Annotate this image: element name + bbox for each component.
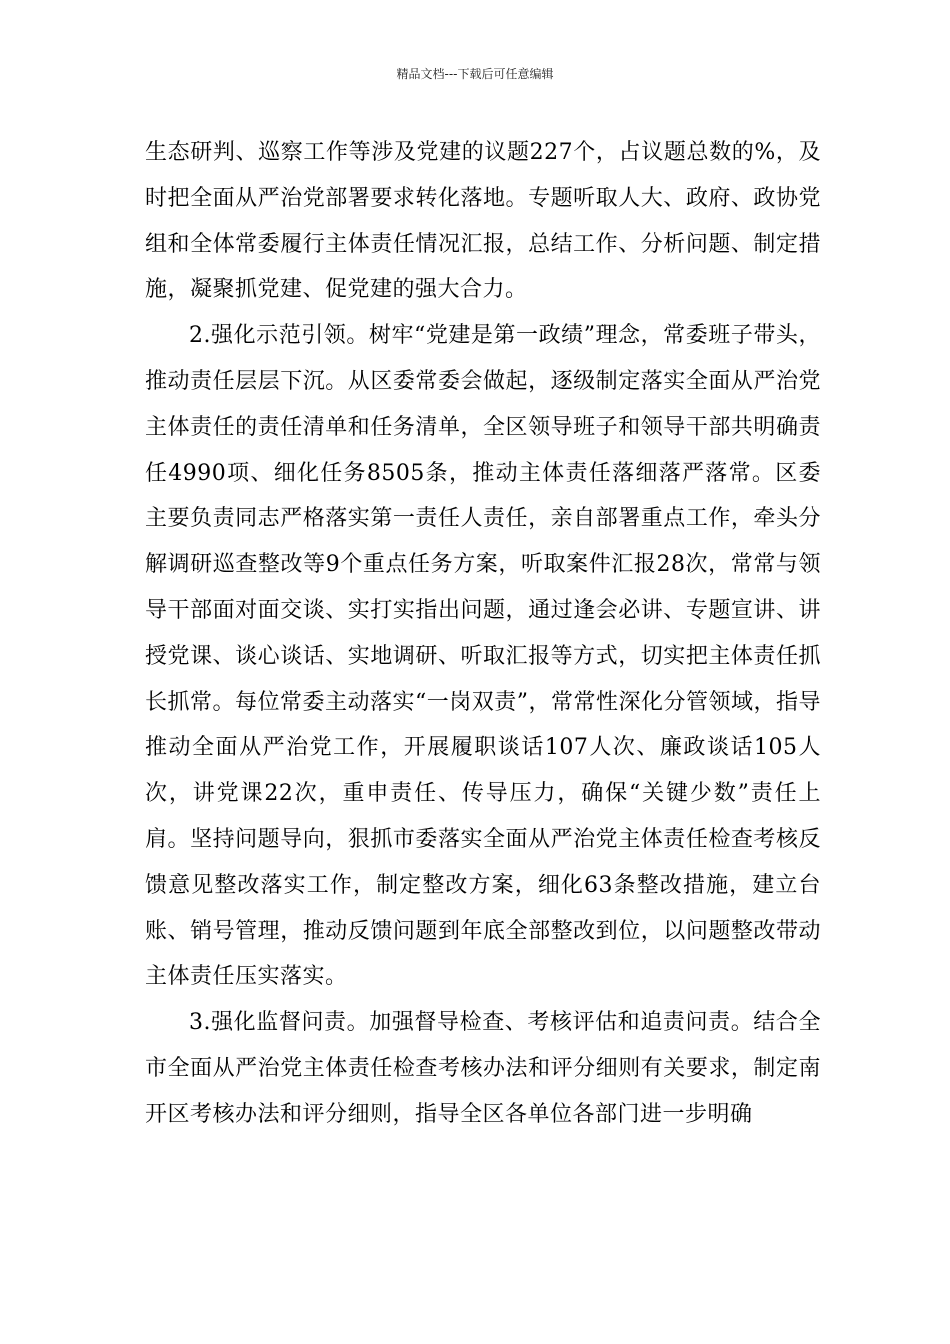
page-header: 精品文档---下载后可任意编辑 (396, 67, 554, 81)
document-body (145, 130, 821, 1138)
paragraph-strengthen-demonstration: 2.强化示范引领。树牢“党建是第一政绩”理念，常委班子带头，推动责任层层下沉。从区委常委会做起，逐级制定落实全面从严治党主体责任的责任清单和任务清单，全区领导班子和领导干部共明确责任4990项、细化任务8505条，推动主体责任落细落严落常。区委主要负责同志严格落实第一责任人责任，亲自部署重点工作，牵头分解调研巡查整改等9个重点任务方案，听取案件汇报28次，常常与领导干部面对面交谈、实打实指出问题，通过逢会必讲、专题宣讲、讲授党课、谈心谈话、实地调研、听取汇报等方式，切实把主体责任抓长抓常。每位常委主动落实“一岗双责”，常常性深化分管领域，指导推动全面从严治党工作，开展履职谈话107人次、廉政谈话105人次，讲党课22次，重申责任、传导压力，确保“关键少数”责任上肩。坚持问题导向，狠抓市委落实全面从严治党主体责任检查考核反馈意见整改落实工作，制定整改方案，细化63条整改措施，建立台账、销号管理，推动反馈问题到年底全部整改到位，以问题整改带动主体责任压实落实。 (145, 323, 821, 990)
paragraph-strengthen-supervision: 3.强化监督问责。加强督导检查、考核评估和追责问责。结合全市全面从严治党主体责任检查考核办法和评分细则有关要求，制定南开区考核办法和评分细则，指导全区各单位各部门进一步明确 (145, 1010, 821, 1127)
paragraph-continued: 生态研判、巡察工作等涉及党建的议题227个，占议题总数的%，及时把全面从严治党部署要求转化落地。专题听取人大、政府、政协党组和全体常委履行主体责任情况汇报，总结工作、分析问题、制定措施，凝聚抓党建、促党建的强大合力。 (145, 140, 821, 303)
